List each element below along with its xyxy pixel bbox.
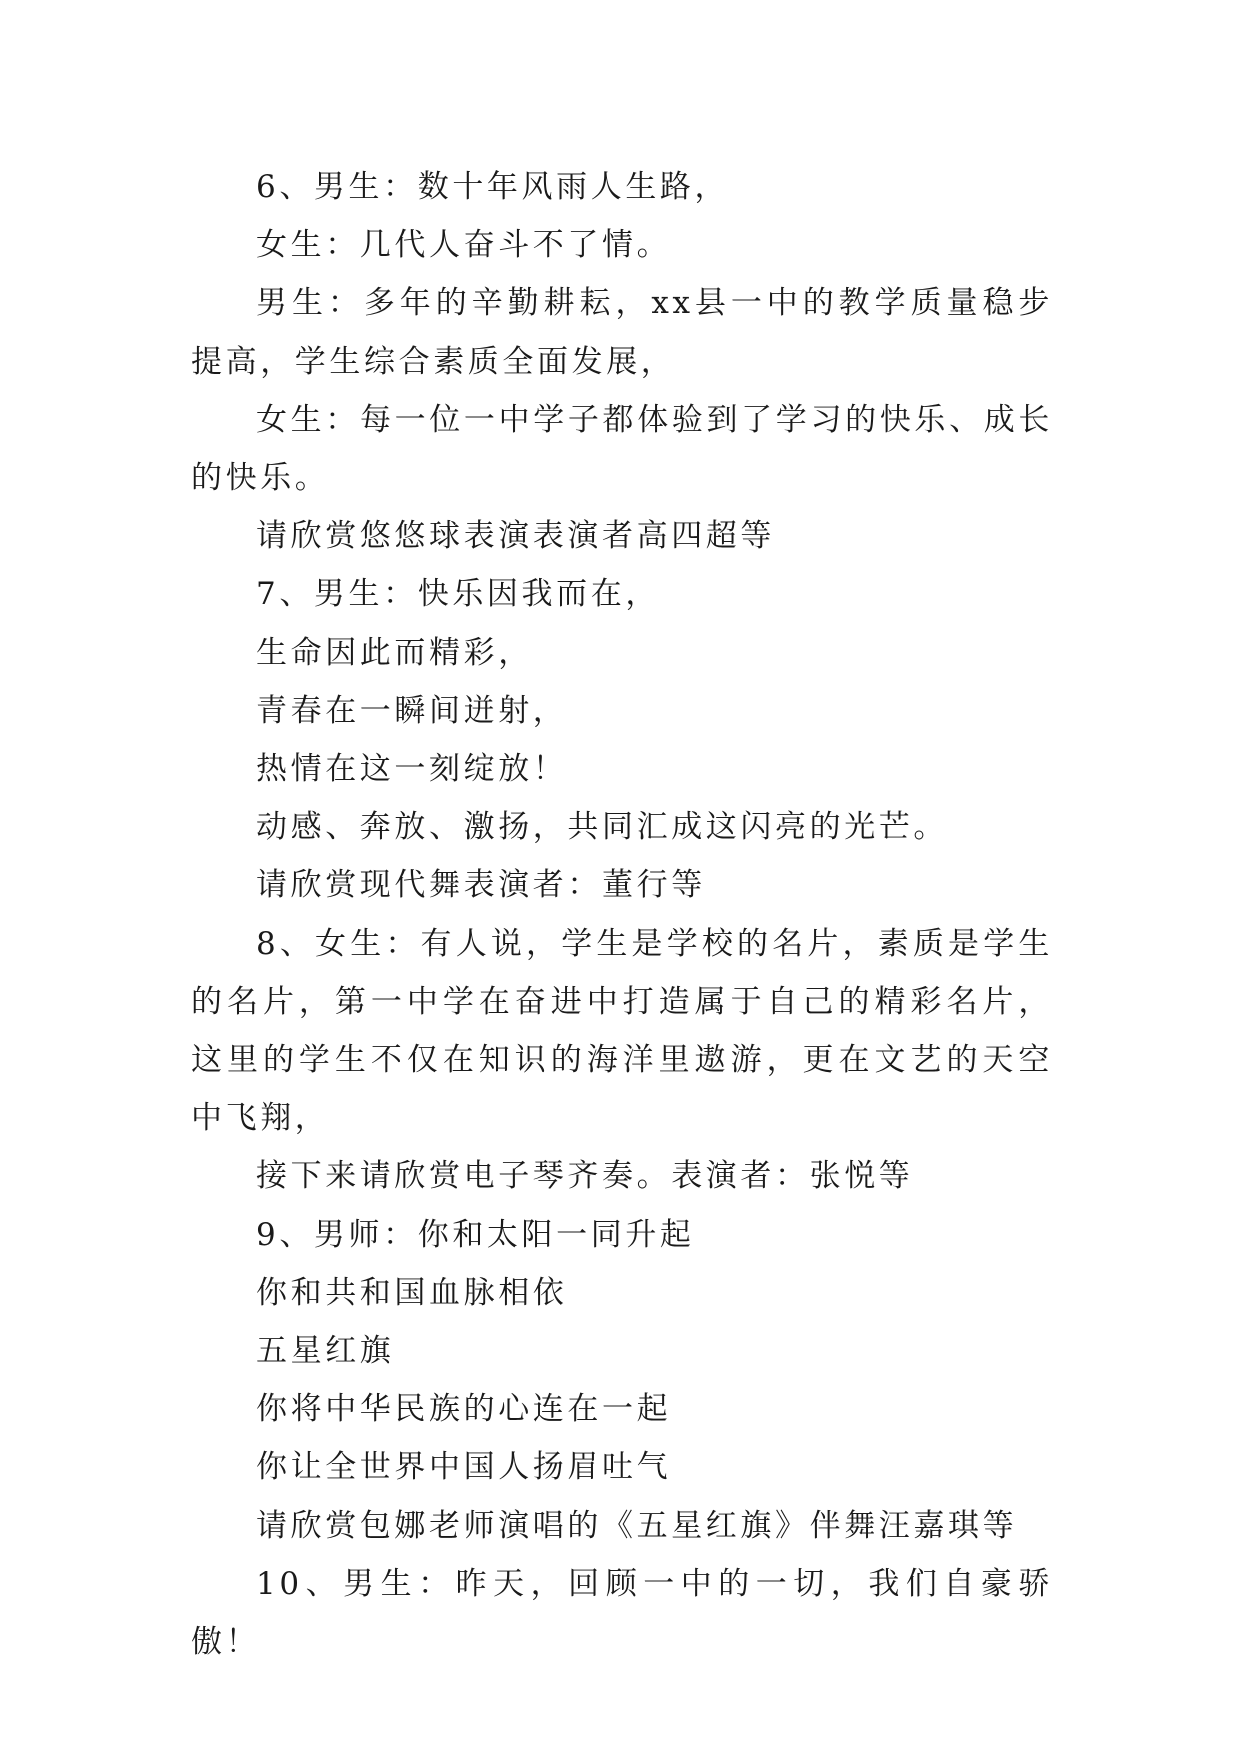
paragraph: 8、女生：有人说，学生是学校的名片，素质是学生的名片，第一中学在奋进中打造属于自己的精彩名片，这里的学生不仅在知识的海洋里遨游，更在文艺的天空中飞翔， (191, 925, 1053, 1137)
paragraph: 你将中华民族的心连在一起 (256, 1391, 672, 1428)
document-body (191, 158, 1053, 1671)
paragraph: 男生：多年的辛勤耕耘，xx县一中的教学质量稳步提高，学生综合素质全面发展， (191, 285, 1053, 380)
paragraph: 女生：每一位一中学子都体验到了学习的快乐、成长的快乐。 (191, 401, 1053, 497)
paragraph: 动感、奔放、激扬，共同汇成这闪亮的光芒。 (256, 809, 948, 846)
paragraph: 6、男生：数十年风雨人生路， (256, 169, 730, 205)
paragraph: 你让全世界中国人扬眉吐气 (256, 1449, 672, 1486)
paragraph: 青春在一瞬间迸射， (256, 692, 568, 729)
paragraph: 接下来请欣赏电子琴齐奏。表演者：张悦等 (256, 1158, 914, 1195)
paragraph: 生命因此而精彩， (256, 634, 533, 671)
paragraph: 热情在这一刻绽放！ (256, 751, 568, 788)
paragraph: 请欣赏现代舞表演者：董行等 (256, 867, 706, 904)
paragraph: 请欣赏包娜老师演唱的《五星红旗》伴舞汪嘉琪等 (256, 1507, 1018, 1544)
paragraph: 女生：几代人奋斗不了情。 (256, 227, 672, 264)
paragraph: 7、男生：快乐因我而在， (256, 576, 660, 613)
paragraph: 请欣赏悠悠球表演表演者高四超等 (256, 518, 775, 555)
paragraph: 你和共和国血脉相依 (256, 1274, 568, 1311)
paragraph: 9、男师：你和太阳一同升起 (256, 1216, 695, 1253)
paragraph: 10、男生：昨天，回顾一中的一切，我们自豪骄傲！ (191, 1565, 1053, 1661)
paragraph: 五星红旗 (256, 1333, 395, 1370)
